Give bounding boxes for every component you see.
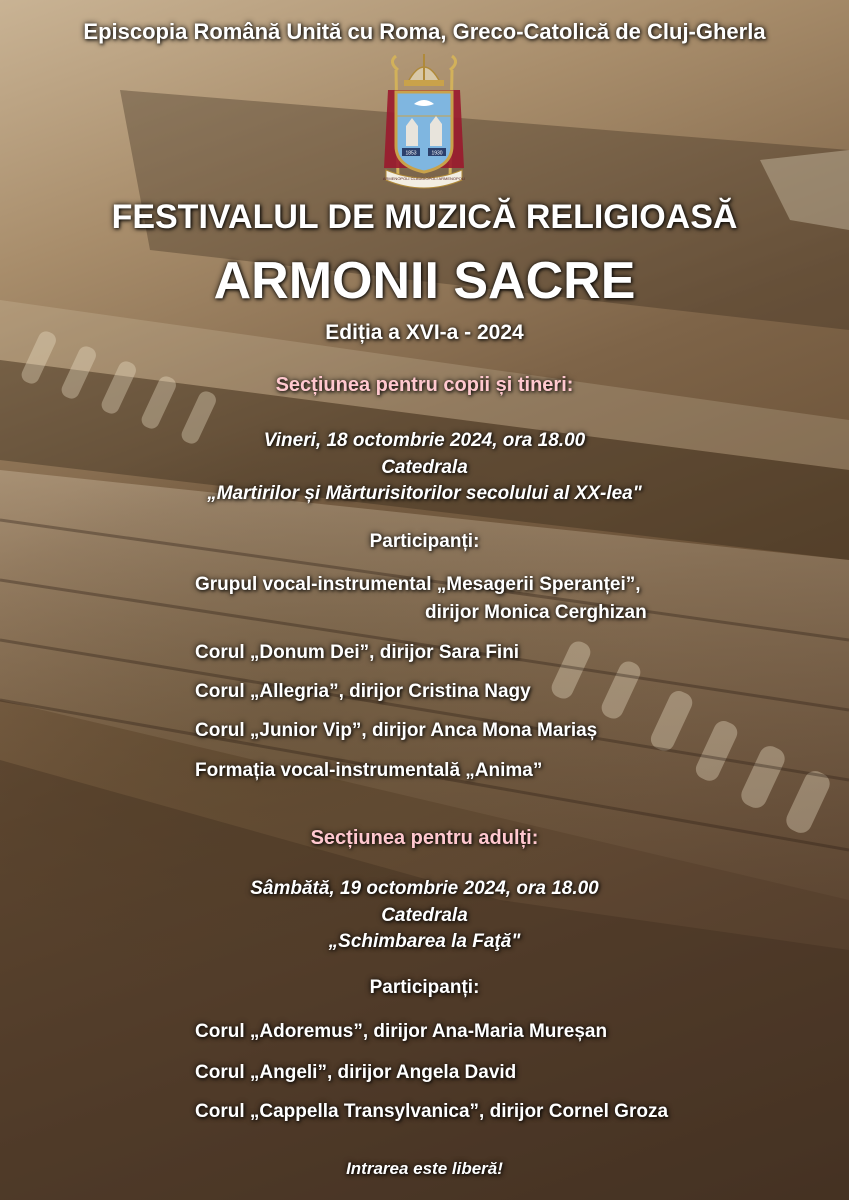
participant-item: Corul „Adoremus”, dirijor Ana-Maria Mureșan [195, 1021, 608, 1042]
section-adults-venue-name: „Schimbarea la Faţă" [328, 931, 521, 952]
organization-name: Episcopia Română Unită cu Roma, Greco-Catolică de Cluj-Gherla [83, 19, 766, 44]
participant-item: Corul „Donum Dei”, dirijor Sara Fini [195, 642, 520, 663]
admission-note: Intrarea este liberă! [346, 1159, 503, 1178]
festival-edition: Ediția a XVI-a - 2024 [325, 321, 524, 344]
section-adults-venue-type: Catedrala [381, 905, 468, 926]
section-youth-heading: Secțiunea pentru copii și tineri: [275, 374, 574, 396]
participant-item: Corul „Cappella Transylvanica”, dirijor Cornel Groza [195, 1101, 669, 1122]
bishop-crest-icon [378, 50, 470, 195]
crest-year-left: 1853 [405, 150, 417, 157]
participant-item: Grupul vocal-instrumental „Mesagerii Speranței”, [195, 574, 641, 595]
participant-item: Corul „Angeli”, dirijor Angela David [195, 1062, 517, 1083]
section-youth-participants-heading: Participanți: [369, 531, 480, 552]
section-youth-venue-name: „Martirilor și Mărturisitorilor secolului al XX-lea" [207, 483, 642, 504]
section-adults-heading: Secțiunea pentru adulți: [310, 827, 539, 849]
section-youth-venue-type: Catedrala [381, 457, 468, 478]
festival-title: FESTIVALUL DE MUZICĂ RELIGIOASĂ [111, 198, 738, 236]
crest-ribbon-text: ARMENOPOLI CLAUDIOPOLI ARMENOPOLI [382, 176, 466, 181]
section-adults-date: Sâmbătă, 19 octombrie 2024, ora 18.00 [250, 878, 599, 899]
crest-year-right: 1930 [431, 150, 443, 157]
participant-item: Corul „Allegria”, dirijor Cristina Nagy [195, 681, 531, 702]
section-youth-date: Vineri, 18 octombrie 2024, ora 18.00 [263, 430, 586, 451]
participant-item: dirijor Monica Cerghizan [425, 602, 647, 623]
participant-item: Corul „Junior Vip”, dirijor Anca Mona Mariaș [195, 720, 598, 741]
festival-name: ARMONII SACRE [213, 252, 636, 310]
section-adults-participants-heading: Participanți: [369, 977, 480, 998]
participant-item: Formația vocal-instrumentală „Anima” [195, 760, 543, 781]
